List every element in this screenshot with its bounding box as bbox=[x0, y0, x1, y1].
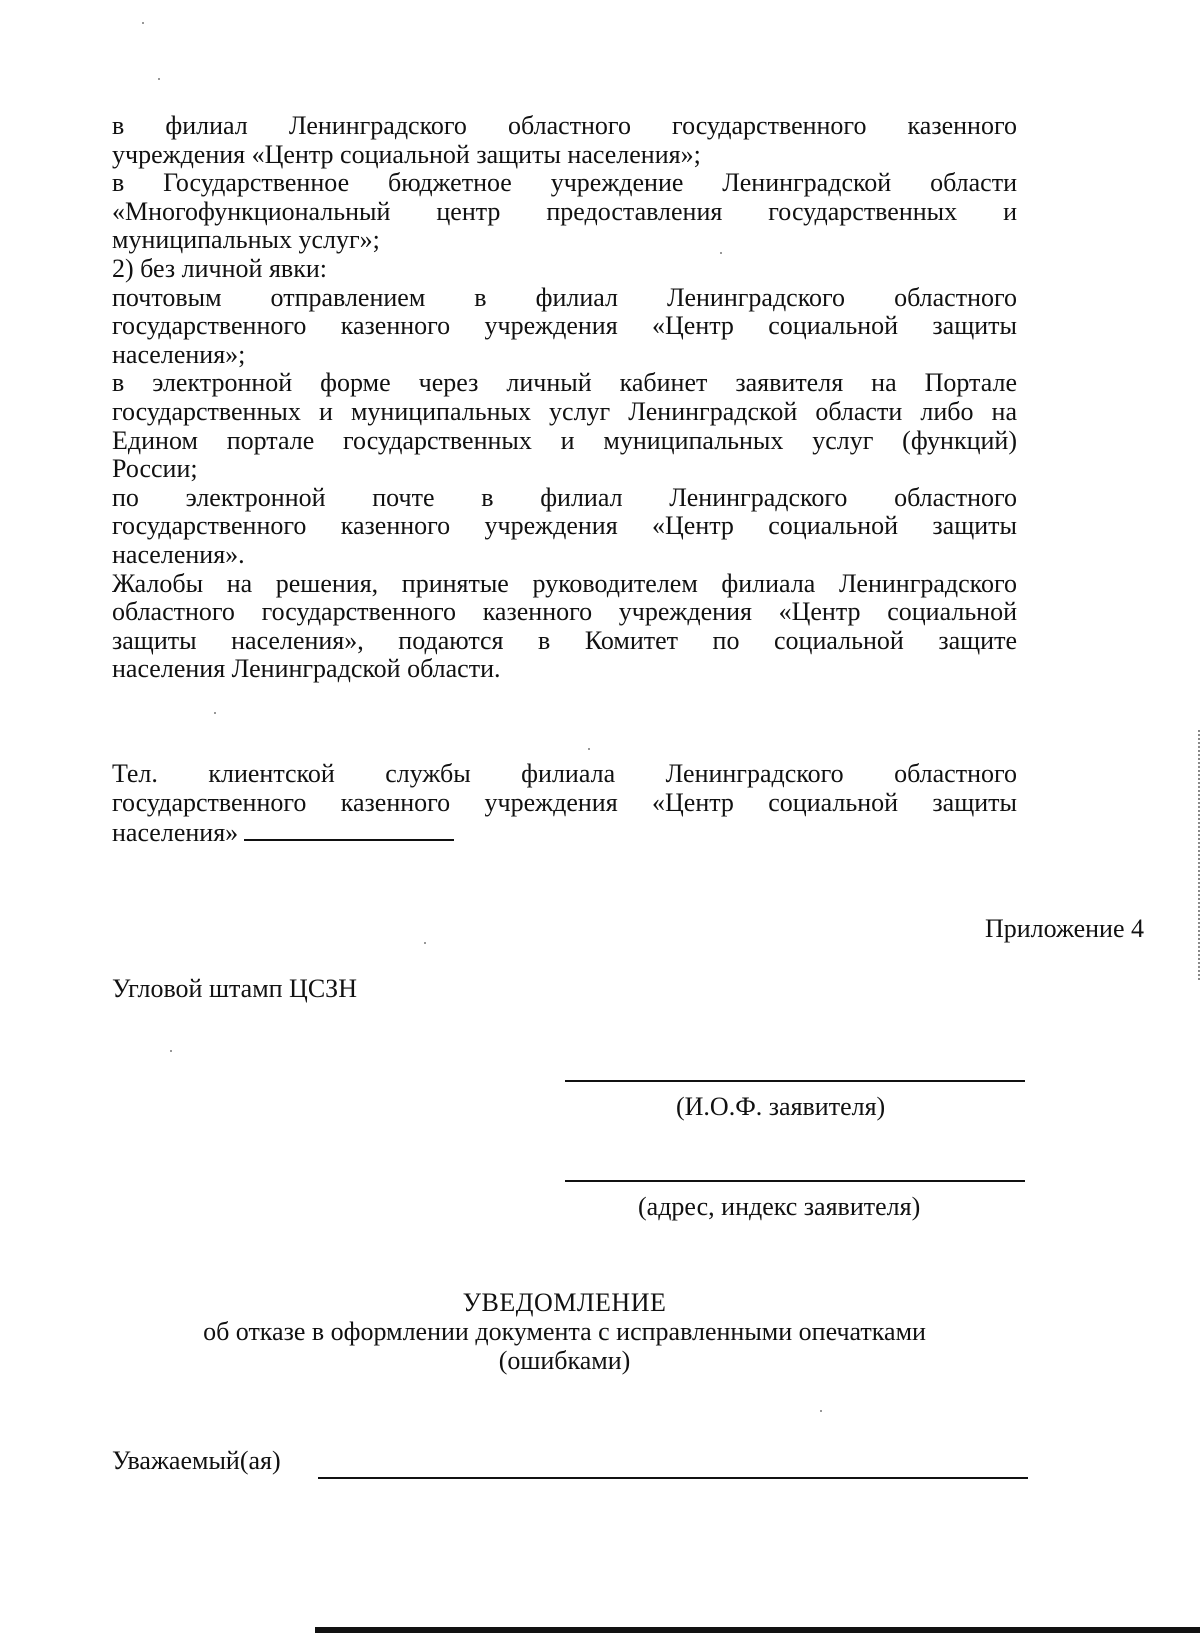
scan-speck bbox=[720, 252, 722, 254]
body-line: населения». bbox=[112, 539, 245, 569]
body-paragraph bbox=[112, 112, 1017, 684]
body-line: государственного казенного учреждения «Центр социальной защиты bbox=[112, 511, 1017, 541]
scan-speck bbox=[820, 1410, 822, 1412]
applicant-name-caption: (И.О.Ф. заявителя) bbox=[676, 1092, 886, 1121]
scan-speck bbox=[158, 78, 160, 80]
body-line: государственных и муниципальных услуг Ленинградской области либо на bbox=[112, 396, 1017, 426]
phone-block bbox=[112, 760, 1017, 848]
phone-line-text: населения» bbox=[112, 818, 239, 848]
body-line: по электронной почте в филиал Ленинградского областного bbox=[112, 482, 1017, 512]
applicant-address-line bbox=[565, 1180, 1025, 1182]
scan-speck bbox=[424, 942, 426, 944]
scan-speck bbox=[142, 22, 144, 24]
body-line: в электронной форме через личный кабинет заявителя на Портале bbox=[112, 368, 1017, 398]
phone-line: Тел. клиентской службы филиала Ленинградского областного bbox=[112, 759, 1017, 788]
body-line: населения»; bbox=[112, 339, 246, 369]
phone-line: государственного казенного учреждения «Центр социальной защиты bbox=[112, 787, 1017, 817]
scan-edge-mark bbox=[1195, 730, 1200, 980]
body-line: областного государственного казенного учреждения «Центр социальной bbox=[112, 597, 1017, 627]
scan-speck bbox=[214, 712, 216, 714]
body-line: защиты населения», подаются в Комитет по социальной защите bbox=[112, 625, 1017, 655]
notice-subtitle-cont: (ошибками) bbox=[498, 1346, 631, 1375]
applicant-name-line bbox=[565, 1080, 1025, 1082]
corner-stamp: Угловой штамп ЦСЗН bbox=[112, 974, 357, 1003]
body-line: 2) без личной явки: bbox=[112, 253, 327, 283]
body-line: «Многофункциональный центр предоставления государственных и bbox=[112, 196, 1017, 226]
salutation-blank-line bbox=[318, 1477, 1028, 1479]
notice-title: УВЕДОМЛЕНИЕ bbox=[462, 1288, 667, 1317]
body-line: учреждения «Центр социальной защиты населения»; bbox=[112, 139, 701, 169]
body-line: Жалобы на решения, принятые руководителем филиала Ленинградского bbox=[112, 568, 1017, 598]
notice-subtitle: об отказе в оформлении документа с исправленными опечатками bbox=[203, 1317, 926, 1346]
scan-speck bbox=[588, 748, 590, 750]
appendix-label: Приложение 4 bbox=[984, 914, 1144, 943]
scan-speck bbox=[170, 1050, 172, 1052]
body-line: государственного казенного учреждения «Центр социальной защиты bbox=[112, 311, 1017, 341]
scan-bottom-edge bbox=[315, 1627, 1200, 1633]
applicant-address-caption: (адрес, индекс заявителя) bbox=[638, 1192, 921, 1221]
body-line: почтовым отправлением в филиал Ленинградского областного bbox=[112, 282, 1017, 312]
body-line: населения Ленинградской области. bbox=[112, 654, 501, 684]
salutation: Уважаемый(ая) bbox=[112, 1446, 281, 1475]
body-line: в филиал Ленинградского областного государственного казенного bbox=[112, 111, 1017, 140]
phone-line-last bbox=[112, 817, 1017, 848]
body-line: в Государственное бюджетное учреждение Ленинградской области bbox=[112, 168, 1017, 198]
body-line: России; bbox=[112, 454, 198, 484]
body-line: муниципальных услуг»; bbox=[112, 225, 380, 255]
notice-title-block bbox=[112, 1288, 1017, 1375]
phone-blank-line bbox=[244, 817, 454, 841]
body-line: Едином портале государственных и муниципальных услуг (функций) bbox=[112, 425, 1017, 455]
